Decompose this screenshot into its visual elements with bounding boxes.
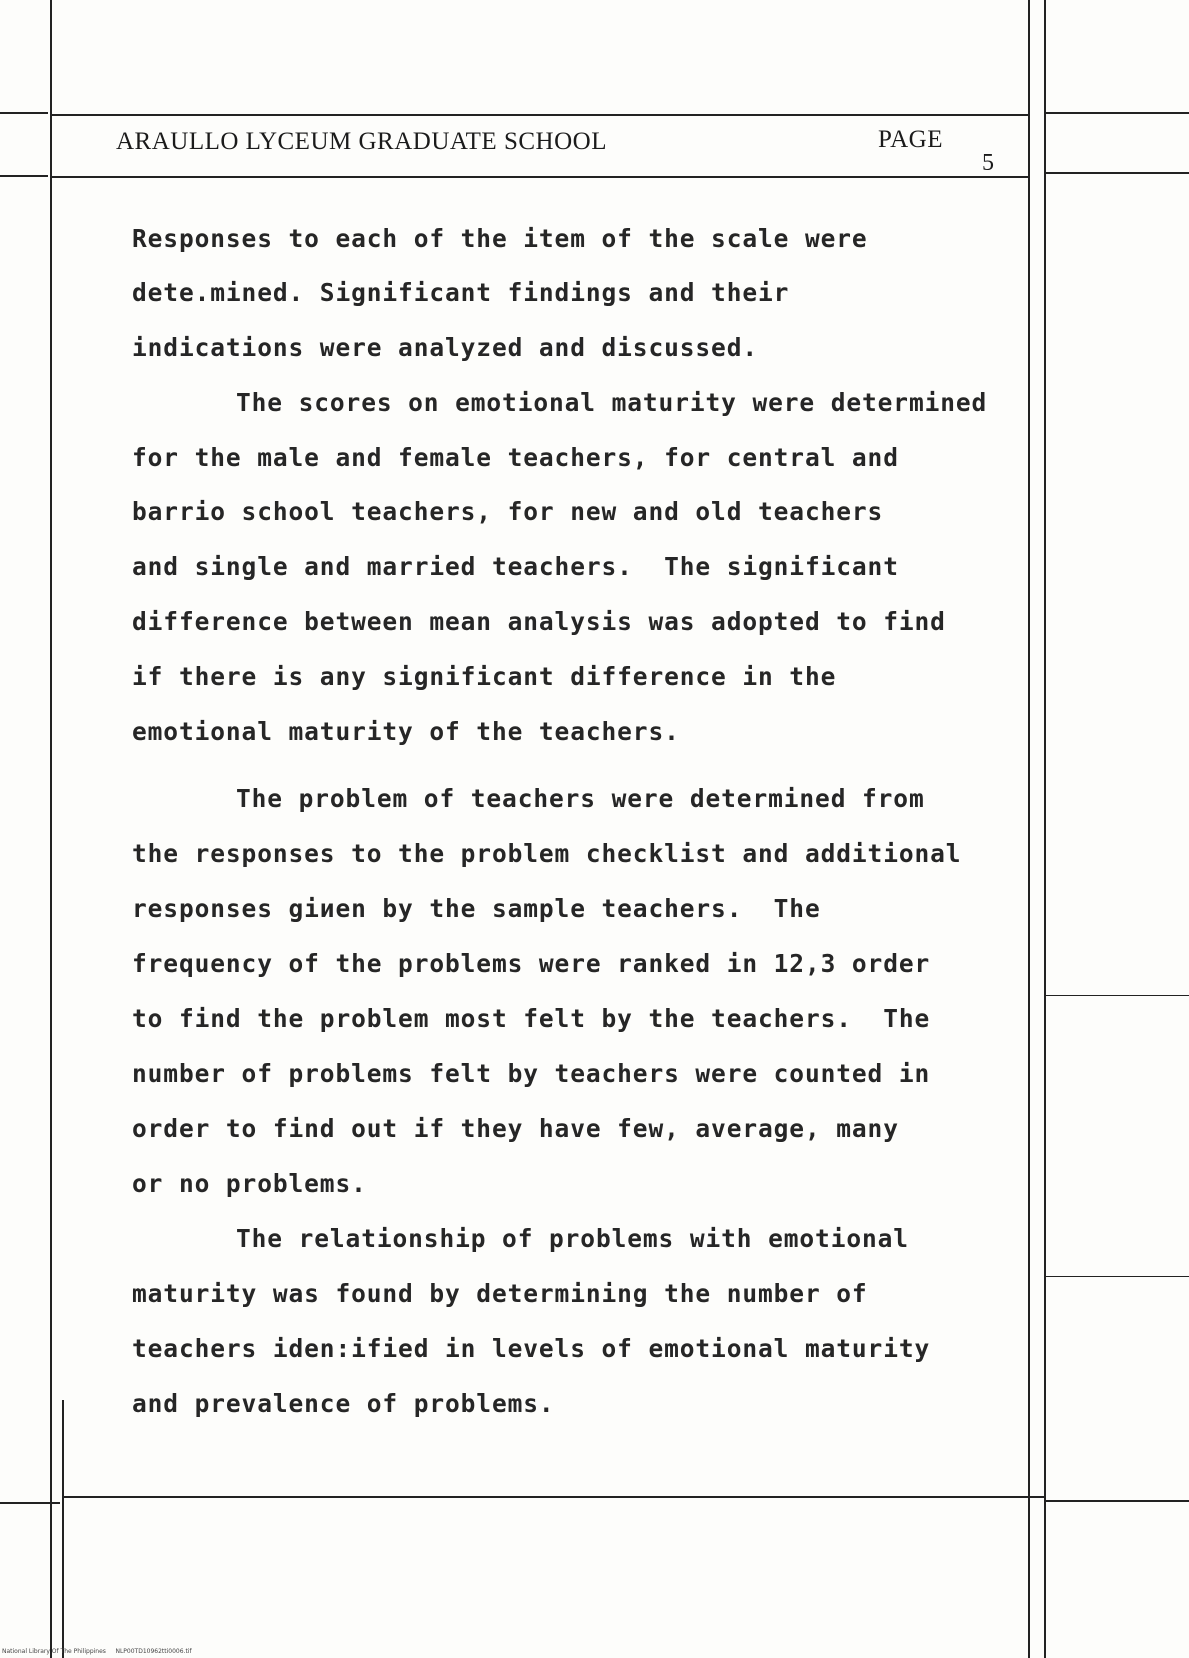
body-line: frequency of the problems were ranked in 12,3 order xyxy=(132,949,931,978)
left-margin-line-inner xyxy=(62,1400,64,1658)
body-line: emotional maturity of the teachers. xyxy=(132,717,680,746)
body-line: or no problems. xyxy=(132,1169,367,1198)
page-number: 5 xyxy=(982,150,994,176)
body-line: The scores on emotional maturity were determined xyxy=(236,388,988,417)
body-line: number of problems felt by teachers were counted in xyxy=(132,1059,931,1088)
header-top-rule-right xyxy=(1046,112,1189,114)
body-line: order to find out if they have few, average, many xyxy=(132,1114,899,1143)
header-top-rule xyxy=(0,112,48,114)
footer-rule-left xyxy=(0,1502,60,1504)
right-margin-line-outer xyxy=(1044,0,1046,1658)
page-label: PAGE xyxy=(878,126,943,153)
body-line: The problem of teachers were determined from xyxy=(236,784,925,813)
body-line: teachers iden:ified in levels of emotional maturity xyxy=(132,1334,931,1363)
body-line: difference between mean analysis was adopted to find xyxy=(132,607,946,636)
header-bottom-rule xyxy=(0,175,48,177)
body-line: if there is any significant difference in the xyxy=(132,662,837,691)
right-side-tick-2 xyxy=(1046,1276,1189,1277)
header-top-rule-main xyxy=(50,114,1030,116)
body-line: and prevalence of problems. xyxy=(132,1389,555,1418)
body-line: Responses to each of the item of the scale were xyxy=(132,224,868,253)
body-line: barrio school teachers, for new and old teachers xyxy=(132,497,884,526)
body-line: responses giиen by the sample teachers. The xyxy=(132,894,821,923)
body-line: for the male and female teachers, for central and xyxy=(132,443,899,472)
left-margin-line xyxy=(50,0,52,1658)
body-line: dete.mined. Significant findings and their xyxy=(132,278,790,307)
body-line: and single and married teachers. The significant xyxy=(132,552,899,581)
body-line: indications were analyzed and discussed. xyxy=(132,333,759,362)
right-margin-line xyxy=(1028,0,1030,1658)
footer-rule-main xyxy=(64,1496,1044,1498)
header-bottom-rule-main xyxy=(50,176,1030,178)
school-name: ARAULLO LYCEUM GRADUATE SCHOOL xyxy=(116,128,607,155)
body-line: the responses to the problem checklist and additional xyxy=(132,839,962,868)
body-line: The relationship of problems with emotional xyxy=(236,1224,909,1253)
header-bottom-rule-right xyxy=(1046,172,1189,174)
body-line: maturity was found by determining the number of xyxy=(132,1279,868,1308)
right-side-tick-1 xyxy=(1046,995,1189,996)
footer-rule-right xyxy=(1046,1500,1189,1502)
body-line: to find the problem most felt by the teachers. The xyxy=(132,1004,931,1033)
scan-caption: National Library Of The Philippines NLP00TD10962tti0006.tif xyxy=(2,1648,192,1655)
